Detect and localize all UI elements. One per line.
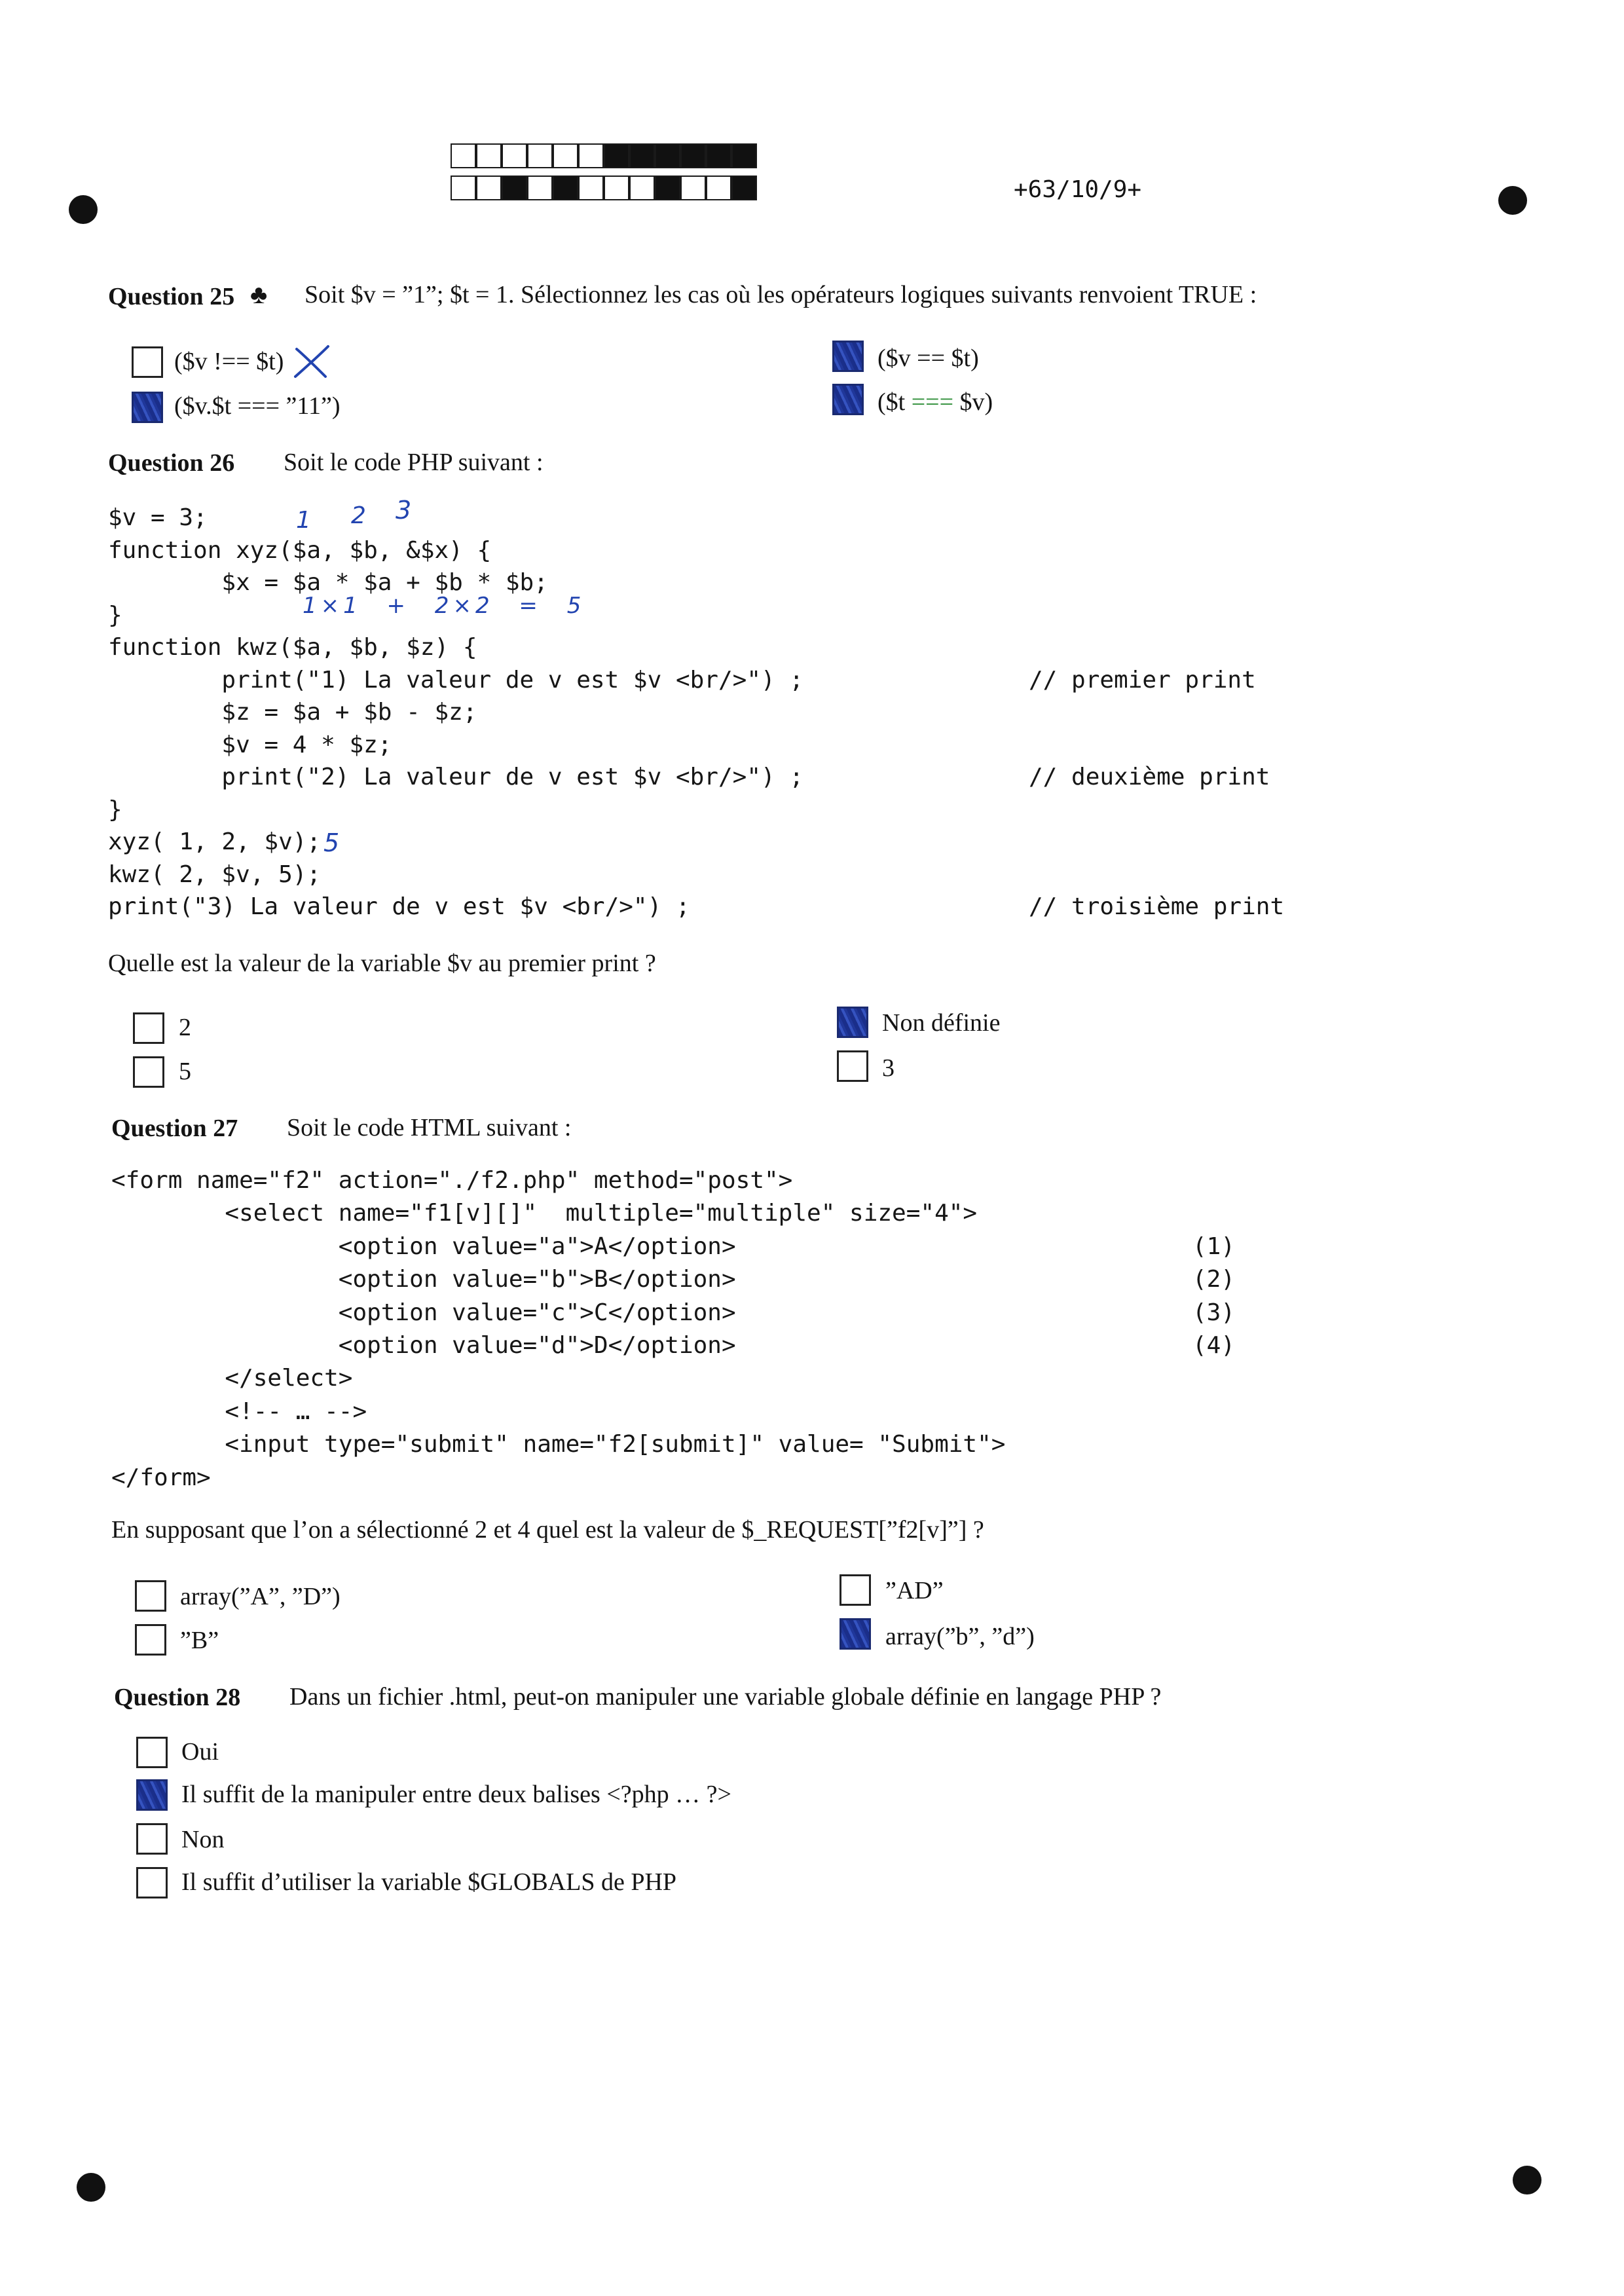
q27-option-1-label: array(”A”, ”D”) xyxy=(180,1583,341,1610)
code-line xyxy=(111,1263,1236,1296)
barcode-cell xyxy=(527,176,553,200)
code-text: <option value="b">B</option> xyxy=(111,1266,736,1293)
q28-option-4-checkbox[interactable] xyxy=(136,1867,168,1898)
barcode-cell xyxy=(553,176,578,200)
q27-option-4-label: array(”b”, ”d”) xyxy=(885,1623,1035,1650)
code-text: $v = 4 * $z; xyxy=(108,731,392,758)
q26-option-3-label: Non définie xyxy=(882,1009,1001,1037)
barcode-row-2 xyxy=(451,176,757,200)
q27-option-4-checkbox[interactable] xyxy=(840,1618,871,1650)
q27-option-2-label: ”B” xyxy=(180,1627,219,1654)
sheet-code: +63/10/9+ xyxy=(1014,176,1142,203)
q27-option-2-checkbox[interactable] xyxy=(135,1624,166,1656)
code-line xyxy=(108,826,803,859)
code-line xyxy=(108,761,1270,794)
code-text: </form> xyxy=(111,1464,211,1491)
code-line xyxy=(108,631,803,664)
q28-option-3-checkbox[interactable] xyxy=(136,1823,168,1855)
code-comment: // deuxième print xyxy=(1029,764,1270,790)
q25-option-3-label: ($v == $t) xyxy=(877,344,979,372)
barcode-cell xyxy=(578,143,604,168)
line-marker: (3) xyxy=(1192,1299,1236,1326)
code-line xyxy=(111,1462,1005,1494)
q27-option-3-checkbox[interactable] xyxy=(840,1574,871,1606)
code-text: function xyz($a, $b, &$x) { xyxy=(108,536,492,564)
code-line xyxy=(111,1329,1236,1362)
code-line xyxy=(111,1164,1005,1197)
q27-option-1-checkbox[interactable] xyxy=(135,1580,166,1612)
handwritten-arg-b: 2 xyxy=(351,502,366,529)
line-marker: (2) xyxy=(1192,1266,1236,1293)
barcode-cell xyxy=(578,176,604,200)
barcode-cell xyxy=(680,176,706,200)
code-line xyxy=(111,1362,1005,1395)
q25-option-4-label xyxy=(877,389,993,415)
code-comment: // troisième print xyxy=(1029,893,1285,920)
q25-option-4-checkbox[interactable] xyxy=(832,384,864,415)
question-27-prompt: En supposant que l’on a sélectionné 2 et 4 quel est la valeur de $_REQUEST[”f2[v]”] ? xyxy=(111,1516,984,1544)
code-line xyxy=(108,502,803,534)
q25-option-1-checkbox[interactable] xyxy=(132,346,163,378)
q28-option-3-label: Non xyxy=(181,1826,225,1853)
code-text: <form name="f2" action="./f2.php" method="post"> xyxy=(111,1167,793,1194)
q25-option-4-operator: === xyxy=(911,388,954,416)
q26-option-4-checkbox[interactable] xyxy=(837,1050,868,1082)
code-text: print("3) La valeur de v est $v <br/>") ; xyxy=(108,893,690,920)
barcode-cell xyxy=(731,176,757,200)
handwritten-arg-a: 1 xyxy=(296,507,311,534)
registration-dot-bottom-right xyxy=(1513,2166,1541,2194)
club-icon: ♣ xyxy=(250,280,268,309)
code-text: print("1) La valeur de v est $v <br/>") ; xyxy=(108,666,804,694)
barcode-cell xyxy=(629,176,655,200)
barcode-cell xyxy=(655,176,680,200)
barcode-cell xyxy=(476,176,502,200)
code-text: kwz( 2, $v, 5); xyxy=(108,861,322,888)
question-26-label: Question 26 xyxy=(108,449,235,477)
html-code-block xyxy=(111,1164,1236,1494)
line-marker: (4) xyxy=(1192,1331,1236,1359)
q26-option-4-label: 3 xyxy=(882,1054,895,1082)
code-text: <option value="c">C</option> xyxy=(111,1299,736,1326)
q27-option-3-label: ”AD” xyxy=(885,1577,944,1604)
code-text: </select> xyxy=(111,1365,353,1392)
question-26-text: Soit le code PHP suivant : xyxy=(284,449,544,476)
q28-option-2-checkbox[interactable] xyxy=(136,1779,168,1811)
code-text: <select name="f1[v][]" multiple="multiple" size="4"> xyxy=(111,1200,978,1227)
q28-option-2-label: Il suffit de la manipuler entre deux balises <?php … ?> xyxy=(181,1781,731,1808)
barcode-cell xyxy=(476,143,502,168)
code-text: $x = $a * $a + $b * $b; xyxy=(108,569,548,596)
registration-dot-top-right xyxy=(1498,186,1527,215)
question-25-label: Question 25 xyxy=(108,283,235,310)
barcode-cell xyxy=(451,143,476,168)
code-text: function kwz($a, $b, $z) { xyxy=(108,634,477,661)
code-text: } xyxy=(108,601,122,629)
q28-option-1-label: Oui xyxy=(181,1738,219,1766)
question-28-text: Dans un fichier .html, peut-on manipuler une variable globale définie en langage PHP ? xyxy=(289,1683,1162,1711)
registration-dot-top-left xyxy=(69,195,98,224)
question-25-text: Soit $v = ”1”; $t = 1. Sélectionnez les cas où les opérateurs logiques suivants renvoient TRUE : xyxy=(304,281,1257,308)
code-text: $v = 3; xyxy=(108,504,208,531)
code-line xyxy=(111,1297,1236,1329)
code-text: <!-- … --> xyxy=(111,1398,367,1425)
handwritten-cross-mark xyxy=(291,344,332,380)
barcode-cell xyxy=(706,176,731,200)
q25-option-4-label-post: $v) xyxy=(953,388,993,416)
barcode-cell xyxy=(502,143,527,168)
code-line xyxy=(108,664,1256,697)
q28-option-4-label: Il suffit d’utiliser la variable $GLOBALS de PHP xyxy=(181,1868,677,1896)
handwritten-arg-x: 3 xyxy=(396,496,412,525)
q28-option-1-checkbox[interactable] xyxy=(136,1737,168,1768)
q26-option-2-label: 5 xyxy=(179,1058,191,1085)
barcode-cell xyxy=(553,143,578,168)
code-line xyxy=(111,1428,1005,1461)
barcode-cell xyxy=(451,176,476,200)
code-line xyxy=(108,534,803,567)
code-text: print("2) La valeur de v est $v <br/>") ; xyxy=(108,764,804,790)
php-code-block xyxy=(108,502,1285,923)
question-27-text: Soit le code HTML suivant : xyxy=(287,1114,572,1141)
code-comment: // premier print xyxy=(1029,666,1256,694)
barcode-cell xyxy=(604,143,629,168)
code-text: <option value="d">D</option> xyxy=(111,1331,736,1359)
line-marker: (1) xyxy=(1192,1232,1236,1260)
code-line xyxy=(108,891,1285,923)
q26-option-3-checkbox[interactable] xyxy=(837,1007,868,1038)
question-27-label: Question 27 xyxy=(111,1115,238,1142)
code-text: xyz( 1, 2, $v); xyxy=(108,828,322,855)
q26-option-1-checkbox[interactable] xyxy=(133,1012,164,1044)
q26-option-1-label: 2 xyxy=(179,1014,191,1041)
barcode-cell xyxy=(502,176,527,200)
barcode-cell xyxy=(655,143,680,168)
code-line xyxy=(108,696,803,729)
code-line xyxy=(111,1231,1236,1263)
q25-option-4-label-pre: ($t xyxy=(877,388,912,416)
code-line xyxy=(108,794,803,826)
code-text: <option value="a">A</option> xyxy=(111,1232,736,1260)
code-line xyxy=(108,859,803,891)
registration-dot-bottom-left xyxy=(77,2173,105,2202)
code-line xyxy=(111,1396,1005,1428)
barcode-cell xyxy=(731,143,757,168)
q25-option-3-checkbox[interactable] xyxy=(832,341,864,372)
question-26-prompt: Quelle est la valeur de la variable $v au premier print ? xyxy=(108,950,656,977)
barcode-cell xyxy=(680,143,706,168)
code-text: <input type="submit" name="f2[submit]" value= "Submit"> xyxy=(111,1431,1006,1458)
code-line xyxy=(108,729,803,762)
barcode-row-1 xyxy=(451,143,757,168)
q25-option-2-label: ($v.$t === ”11”) xyxy=(174,392,341,420)
code-text: $z = $a + $b - $z; xyxy=(108,699,477,726)
handwritten-result: 5 xyxy=(323,828,340,857)
q25-option-2-checkbox[interactable] xyxy=(132,392,163,423)
handwritten-calculation: 1×1 + 2×2 = 5 xyxy=(303,593,585,619)
question-28-label: Question 28 xyxy=(114,1684,241,1711)
code-text: } xyxy=(108,796,122,823)
barcode-cell xyxy=(604,176,629,200)
q25-option-1-label: ($v !== $t) xyxy=(174,348,284,375)
barcode-cell xyxy=(706,143,731,168)
barcode-cell xyxy=(629,143,655,168)
q26-option-2-checkbox[interactable] xyxy=(133,1056,164,1088)
code-line xyxy=(111,1197,1005,1230)
barcode-cell xyxy=(527,143,553,168)
